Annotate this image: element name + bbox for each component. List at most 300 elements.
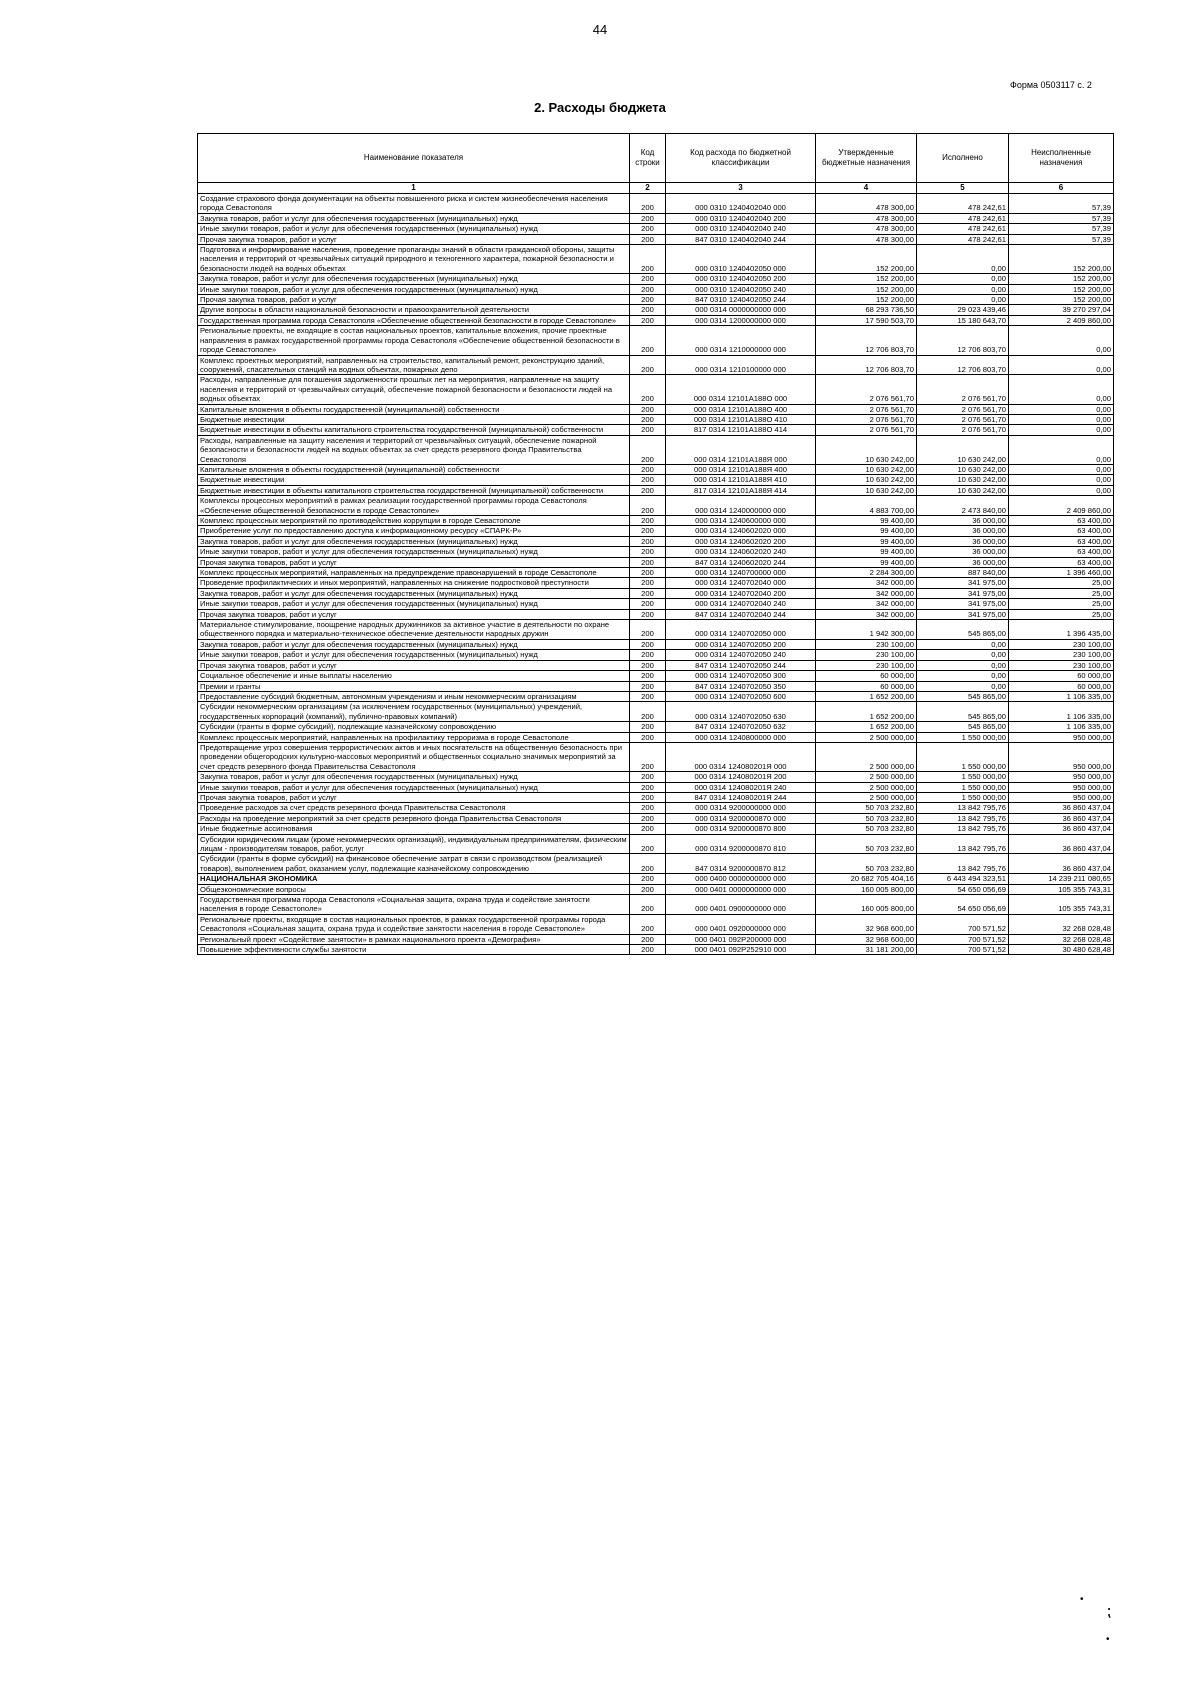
row-executed: 478 242,61	[917, 194, 1009, 214]
table-row	[198, 547, 1114, 557]
row-approved: 99 400,00	[816, 547, 917, 557]
row-name: Региональные проекты, входящие в состав национальных проектов, в рамках государственной программы города Севастополя «Социальная защита, охрана труда и содействие занятости населения в городе Севастополе»	[198, 914, 630, 934]
row-code: 200	[630, 568, 666, 578]
col-header-classification: Код расхода по бюджетной классификации	[666, 134, 816, 183]
row-name: Региональный проект «Содействие занятости» в рамках национального проекта «Демография»	[198, 934, 630, 944]
table-row	[198, 599, 1114, 609]
row-approved: 2 500 000,00	[816, 792, 917, 802]
row-code: 200	[630, 485, 666, 495]
row-unexecuted: 152 200,00	[1009, 295, 1114, 305]
row-executed: 10 630 242,00	[917, 435, 1009, 464]
col-number: 5	[917, 183, 1009, 194]
row-unexecuted: 0,00	[1009, 404, 1114, 414]
row-classification: 000 0314 12101А188О 410	[666, 414, 816, 424]
row-name: Комплекс процессных мероприятий, направленных на профилактику терроризма в городе Севастополе	[198, 732, 630, 742]
row-approved: 32 968 600,00	[816, 934, 917, 944]
table-row	[198, 803, 1114, 813]
row-code: 200	[630, 375, 666, 404]
row-classification: 000 0314 1240702050 600	[666, 691, 816, 701]
row-approved: 152 200,00	[816, 274, 917, 284]
table-row	[198, 526, 1114, 536]
row-classification: 000 0310 1240402050 200	[666, 274, 816, 284]
row-classification: 000 0314 12101А188О 000	[666, 375, 816, 404]
row-executed: 36 000,00	[917, 557, 1009, 567]
row-unexecuted: 60 000,00	[1009, 681, 1114, 691]
row-code: 200	[630, 772, 666, 782]
table-row	[198, 945, 1114, 955]
row-name: Субсидии юридическим лицам (кроме некоммерческих организаций), индивидуальным предпринимателям, физическим лицам - производителям товаров, работ, услуг	[198, 834, 630, 854]
table-row	[198, 295, 1114, 305]
table-row	[198, 194, 1114, 214]
table-row	[198, 475, 1114, 485]
row-approved: 31 181 200,00	[816, 945, 917, 955]
row-name: Повышение эффективности службы занятости	[198, 945, 630, 955]
row-name: Закупка товаров, работ и услуг для обеспечения государственных (муниципальных) нужд	[198, 536, 630, 546]
row-code: 200	[630, 854, 666, 874]
row-approved: 68 293 736,50	[816, 305, 917, 315]
row-executed: 54 650 056,69	[917, 895, 1009, 915]
col-header-executed: Исполнено	[917, 134, 1009, 183]
table-row	[198, 934, 1114, 944]
row-classification: 000 0314 124080201Я 200	[666, 772, 816, 782]
row-approved: 99 400,00	[816, 557, 917, 567]
row-approved: 99 400,00	[816, 526, 917, 536]
row-code: 200	[630, 355, 666, 375]
row-executed: 700 571,52	[917, 914, 1009, 934]
row-unexecuted: 0,00	[1009, 475, 1114, 485]
row-name: Субсидии (гранты в форме субсидий) на финансовое обеспечение затрат в связи с производством (реализацией товаров), выполнением работ, оказанием услуг, подлежащие казначейскому сопровождению	[198, 854, 630, 874]
page-title: 2. Расходы бюджета	[534, 100, 666, 115]
row-code: 200	[630, 536, 666, 546]
row-code: 200	[630, 326, 666, 355]
row-unexecuted: 950 000,00	[1009, 742, 1114, 771]
row-code: 200	[630, 620, 666, 640]
table-row	[198, 557, 1114, 567]
row-name: Комплексы процессных мероприятий в рамках реализации государственной программы города Севастополя «Обеспечение общественной безопасности в городе Севастополе»	[198, 496, 630, 516]
row-code: 200	[630, 660, 666, 670]
table-row	[198, 874, 1114, 884]
row-executed: 700 571,52	[917, 934, 1009, 944]
row-code: 200	[630, 547, 666, 557]
row-classification: 817 0314 12101А188О 414	[666, 425, 816, 435]
row-unexecuted: 63 400,00	[1009, 526, 1114, 536]
row-name: Иные закупки товаров, работ и услуг для обеспечения государственных (муниципальных) нужд	[198, 650, 630, 660]
row-code: 200	[630, 588, 666, 598]
row-approved: 10 630 242,00	[816, 435, 917, 464]
row-code: 200	[630, 234, 666, 244]
row-executed: 13 842 795,76	[917, 834, 1009, 854]
row-approved: 10 630 242,00	[816, 485, 917, 495]
row-classification: 000 0314 1240602020 240	[666, 547, 816, 557]
row-code: 200	[630, 315, 666, 325]
table-row	[198, 671, 1114, 681]
row-name: Иные закупки товаров, работ и услуг для обеспечения государственных (муниципальных) нужд	[198, 284, 630, 294]
row-approved: 32 968 600,00	[816, 914, 917, 934]
table-row	[198, 681, 1114, 691]
row-unexecuted: 950 000,00	[1009, 782, 1114, 792]
scan-dot-mark: •	[1080, 1594, 1084, 1605]
table-row	[198, 224, 1114, 234]
row-code: 200	[630, 274, 666, 284]
row-classification: 847 0314 124080201Я 244	[666, 792, 816, 802]
row-executed: 0,00	[917, 650, 1009, 660]
row-executed: 2 076 561,70	[917, 375, 1009, 404]
row-classification: 000 0314 12101А188Я 400	[666, 464, 816, 474]
table-row	[198, 609, 1114, 619]
scan-dot-mark: •	[1106, 1634, 1110, 1645]
row-classification: 000 0314 1210100000 000	[666, 355, 816, 375]
row-name: Приобретение услуг по предоставлению доступа к информационному ресурсу «СПАРК-Р»	[198, 526, 630, 536]
row-approved: 230 100,00	[816, 639, 917, 649]
col-header-unexecuted: Неисполненные назначения	[1009, 134, 1114, 183]
row-approved: 342 000,00	[816, 578, 917, 588]
table-row	[198, 536, 1114, 546]
row-code: 200	[630, 557, 666, 567]
row-classification: 000 0310 1240402050 000	[666, 245, 816, 274]
row-code: 200	[630, 834, 666, 854]
row-executed: 545 865,00	[917, 702, 1009, 722]
row-executed: 36 000,00	[917, 547, 1009, 557]
row-approved: 20 682 705 404,16	[816, 874, 917, 884]
row-approved: 2 076 561,70	[816, 414, 917, 424]
row-approved: 2 284 300,00	[816, 568, 917, 578]
row-unexecuted: 36 860 437,04	[1009, 834, 1114, 854]
table-row	[198, 485, 1114, 495]
row-executed: 0,00	[917, 639, 1009, 649]
row-approved: 160 005 800,00	[816, 884, 917, 894]
row-classification: 000 0314 1210000000 000	[666, 326, 816, 355]
row-code: 200	[630, 414, 666, 424]
row-name: Бюджетные инвестиции в объекты капитального строительства государственной (муниципальной) собственности	[198, 485, 630, 495]
row-unexecuted: 0,00	[1009, 414, 1114, 424]
table-row	[198, 834, 1114, 854]
row-classification: 000 0314 1240800000 000	[666, 732, 816, 742]
row-name: Предоставление субсидий бюджетным, автономным учреждениям и иным некоммерческим организациям	[198, 691, 630, 701]
row-name: Прочая закупка товаров, работ и услуг	[198, 660, 630, 670]
table-row	[198, 620, 1114, 640]
row-unexecuted: 1 106 335,00	[1009, 722, 1114, 732]
row-executed: 341 975,00	[917, 609, 1009, 619]
table-row	[198, 742, 1114, 771]
row-unexecuted: 14 239 211 080,65	[1009, 874, 1114, 884]
table-row	[198, 782, 1114, 792]
row-unexecuted: 950 000,00	[1009, 792, 1114, 802]
row-classification: 000 0401 0900000000 000	[666, 895, 816, 915]
row-name: Государственная программа города Севастополя «Обеспечение общественной безопасности в городе Севастополе»	[198, 315, 630, 325]
row-classification: 000 0400 0000000000 000	[666, 874, 816, 884]
row-name: Проведение профилактических и иных мероприятий, направленных на снижение подростковой преступности	[198, 578, 630, 588]
row-name: Иные закупки товаров, работ и услуг для обеспечения государственных (муниципальных) нужд	[198, 547, 630, 557]
table-row	[198, 315, 1114, 325]
row-code: 200	[630, 782, 666, 792]
table-row	[198, 639, 1114, 649]
row-approved: 10 630 242,00	[816, 464, 917, 474]
row-name: Закупка товаров, работ и услуг для обеспечения государственных (муниципальных) нужд	[198, 588, 630, 598]
table-body	[198, 194, 1114, 955]
row-executed: 10 630 242,00	[917, 464, 1009, 474]
row-approved: 342 000,00	[816, 599, 917, 609]
row-classification: 847 0314 9200000870 812	[666, 854, 816, 874]
row-approved: 60 000,00	[816, 671, 917, 681]
page-number: 44	[592, 22, 608, 37]
row-classification: 000 0310 1240402040 200	[666, 213, 816, 223]
row-classification: 000 0314 9200000870 800	[666, 824, 816, 834]
row-code: 200	[630, 284, 666, 294]
row-unexecuted: 2 409 860,00	[1009, 315, 1114, 325]
row-name: Капитальные вложения в объекты государственной (муниципальной) собственности	[198, 464, 630, 474]
row-classification: 000 0314 1240702050 200	[666, 639, 816, 649]
scan-mark: ⁏	[1106, 1603, 1112, 1620]
row-name: Комплекс процессных мероприятий, направленных на предупреждение правонарушений в городе Севастополе	[198, 568, 630, 578]
row-unexecuted: 57,39	[1009, 213, 1114, 223]
row-approved: 12 706 803,70	[816, 355, 917, 375]
row-approved: 342 000,00	[816, 609, 917, 619]
table-row	[198, 284, 1114, 294]
row-unexecuted: 0,00	[1009, 355, 1114, 375]
row-classification: 817 0314 12101А188Я 414	[666, 485, 816, 495]
row-classification: 000 0314 1240702050 000	[666, 620, 816, 640]
row-code: 200	[630, 792, 666, 802]
row-classification: 000 0314 1240000000 000	[666, 496, 816, 516]
row-code: 200	[630, 516, 666, 526]
row-code: 200	[630, 599, 666, 609]
row-executed: 36 000,00	[917, 536, 1009, 546]
row-classification: 000 0401 092Р200000 000	[666, 934, 816, 944]
row-classification: 000 0314 124080201Я 240	[666, 782, 816, 792]
row-approved: 478 300,00	[816, 234, 917, 244]
row-classification: 847 0314 1240702050 632	[666, 722, 816, 732]
row-executed: 0,00	[917, 284, 1009, 294]
table-row	[198, 234, 1114, 244]
row-code: 200	[630, 895, 666, 915]
row-approved: 60 000,00	[816, 681, 917, 691]
row-code: 200	[630, 578, 666, 588]
row-unexecuted: 0,00	[1009, 435, 1114, 464]
row-approved: 2 500 000,00	[816, 732, 917, 742]
row-executed: 13 842 795,76	[917, 803, 1009, 813]
row-name: Премии и гранты	[198, 681, 630, 691]
row-classification: 000 0314 1200000000 000	[666, 315, 816, 325]
row-classification: 000 0314 1240702050 300	[666, 671, 816, 681]
row-code: 200	[630, 874, 666, 884]
row-approved: 2 076 561,70	[816, 425, 917, 435]
row-unexecuted: 1 106 335,00	[1009, 691, 1114, 701]
row-unexecuted: 36 860 437,04	[1009, 824, 1114, 834]
row-code: 200	[630, 722, 666, 732]
row-name: Закупка товаров, работ и услуг для обеспечения государственных (муниципальных) нужд	[198, 639, 630, 649]
row-classification: 000 0314 1240602020 200	[666, 536, 816, 546]
row-unexecuted: 0,00	[1009, 425, 1114, 435]
row-executed: 478 242,61	[917, 213, 1009, 223]
row-unexecuted: 152 200,00	[1009, 245, 1114, 274]
row-approved: 230 100,00	[816, 650, 917, 660]
row-code: 200	[630, 945, 666, 955]
table-row	[198, 884, 1114, 894]
row-approved: 2 500 000,00	[816, 782, 917, 792]
row-name: Подготовка и информирование населения, проведение пропаганды знаний в области гражданской обороны, защиты населения и территорий от чрезвычайных ситуаций природного и техногенного характера, пожарной безопасности и безопасности людей на водных объектах	[198, 245, 630, 274]
expenses-table	[197, 133, 1114, 955]
col-number: 6	[1009, 183, 1114, 194]
row-name: Предотвращение угроз совершения террористических актов и иных посягательств на общественную безопасность при проведении общегородских культурно-массовых мероприятий и общественных социально значимых мероприятий за счет средств резервного фонда Правительства Севастополя	[198, 742, 630, 771]
table-row	[198, 732, 1114, 742]
row-unexecuted: 152 200,00	[1009, 284, 1114, 294]
row-approved: 1 652 200,00	[816, 702, 917, 722]
row-classification: 000 0314 1240700000 000	[666, 568, 816, 578]
row-approved: 17 590 503,70	[816, 315, 917, 325]
table-row	[198, 660, 1114, 670]
row-unexecuted: 1 106 335,00	[1009, 702, 1114, 722]
table-header	[198, 134, 1114, 194]
row-name: Иные закупки товаров, работ и услуг для обеспечения государственных (муниципальных) нужд	[198, 782, 630, 792]
row-unexecuted: 1 396 460,00	[1009, 568, 1114, 578]
row-name: Субсидии некоммерческим организациям (за исключением государственных (муниципальных) учреждений, государственных корпораций (компаний), публично-правовых компаний)	[198, 702, 630, 722]
row-approved: 99 400,00	[816, 516, 917, 526]
table-row	[198, 355, 1114, 375]
row-executed: 36 000,00	[917, 516, 1009, 526]
row-executed: 341 975,00	[917, 588, 1009, 598]
row-unexecuted: 57,39	[1009, 224, 1114, 234]
row-executed: 15 180 643,70	[917, 315, 1009, 325]
row-code: 200	[630, 526, 666, 536]
row-code: 200	[630, 691, 666, 701]
row-name: Создание страхового фонда документации на объекты повышенного риска и систем жизнеобеспечения населения города Севастополя	[198, 194, 630, 214]
row-name: Прочая закупка товаров, работ и услуг	[198, 557, 630, 567]
row-classification: 000 0314 1240702050 240	[666, 650, 816, 660]
row-executed: 0,00	[917, 660, 1009, 670]
row-classification: 000 0314 9200000000 000	[666, 803, 816, 813]
row-classification: 000 0310 1240402050 240	[666, 284, 816, 294]
row-executed: 29 023 439,46	[917, 305, 1009, 315]
row-executed: 1 550 000,00	[917, 772, 1009, 782]
row-executed: 545 865,00	[917, 722, 1009, 732]
form-code: Форма 0503117 с. 2	[1010, 80, 1092, 90]
row-name: Прочая закупка товаров, работ и услуг	[198, 295, 630, 305]
row-unexecuted: 2 409 860,00	[1009, 496, 1114, 516]
row-unexecuted: 60 000,00	[1009, 671, 1114, 681]
row-approved: 50 703 232,80	[816, 803, 917, 813]
row-code: 200	[630, 609, 666, 619]
row-name: Прочая закупка товаров, работ и услуг	[198, 792, 630, 802]
table-row	[198, 274, 1114, 284]
table-row	[198, 650, 1114, 660]
row-executed: 2 473 840,00	[917, 496, 1009, 516]
row-classification: 847 0314 1240702050 244	[666, 660, 816, 670]
row-unexecuted: 25,00	[1009, 599, 1114, 609]
row-code: 200	[630, 914, 666, 934]
row-classification: 000 0314 1240702050 630	[666, 702, 816, 722]
row-unexecuted: 63 400,00	[1009, 557, 1114, 567]
row-classification: 000 0314 1240600000 000	[666, 516, 816, 526]
row-executed: 36 000,00	[917, 526, 1009, 536]
row-code: 200	[630, 681, 666, 691]
row-code: 200	[630, 813, 666, 823]
row-unexecuted: 0,00	[1009, 326, 1114, 355]
row-approved: 1 652 200,00	[816, 722, 917, 732]
row-classification: 000 0310 1240402040 240	[666, 224, 816, 234]
row-unexecuted: 32 268 028,48	[1009, 934, 1114, 944]
table-row	[198, 702, 1114, 722]
row-name: Прочая закупка товаров, работ и услуг	[198, 234, 630, 244]
row-classification: 000 0314 1240602020 000	[666, 526, 816, 536]
row-executed: 887 840,00	[917, 568, 1009, 578]
row-executed: 1 550 000,00	[917, 732, 1009, 742]
row-classification: 000 0314 12101А188Я 410	[666, 475, 816, 485]
row-approved: 50 703 232,80	[816, 813, 917, 823]
row-unexecuted: 105 355 743,31	[1009, 884, 1114, 894]
row-code: 200	[630, 732, 666, 742]
row-name: НАЦИОНАЛЬНАЯ ЭКОНОМИКА	[198, 874, 630, 884]
table-row	[198, 305, 1114, 315]
row-name: Расходы на проведение мероприятий за счет средств резервного фонда Правительства Севастополя	[198, 813, 630, 823]
row-classification: 000 0314 12101А188Я 000	[666, 435, 816, 464]
row-unexecuted: 0,00	[1009, 375, 1114, 404]
row-name: Закупка товаров, работ и услуг для обеспечения государственных (муниципальных) нужд	[198, 772, 630, 782]
table-row	[198, 213, 1114, 223]
row-unexecuted: 57,39	[1009, 194, 1114, 214]
row-approved: 50 703 232,80	[816, 854, 917, 874]
row-unexecuted: 152 200,00	[1009, 274, 1114, 284]
row-code: 200	[630, 295, 666, 305]
table-row	[198, 245, 1114, 274]
row-code: 200	[630, 435, 666, 464]
row-classification: 000 0401 092Р252910 000	[666, 945, 816, 955]
col-number: 1	[198, 183, 630, 194]
row-name: Закупка товаров, работ и услуг для обеспечения государственных (муниципальных) нужд	[198, 213, 630, 223]
row-approved: 230 100,00	[816, 660, 917, 670]
row-code: 200	[630, 824, 666, 834]
row-approved: 50 703 232,80	[816, 834, 917, 854]
row-unexecuted: 230 100,00	[1009, 660, 1114, 670]
row-approved: 2 076 561,70	[816, 404, 917, 414]
row-unexecuted: 57,39	[1009, 234, 1114, 244]
row-executed: 54 650 056,69	[917, 884, 1009, 894]
row-code: 200	[630, 425, 666, 435]
row-executed: 1 550 000,00	[917, 742, 1009, 771]
row-classification: 000 0314 9200000870 810	[666, 834, 816, 854]
row-approved: 478 300,00	[816, 194, 917, 214]
row-executed: 0,00	[917, 245, 1009, 274]
row-unexecuted: 36 860 437,04	[1009, 854, 1114, 874]
table-row	[198, 824, 1114, 834]
row-approved: 152 200,00	[816, 284, 917, 294]
row-approved: 2 076 561,70	[816, 375, 917, 404]
row-name: Прочая закупка товаров, работ и услуг	[198, 609, 630, 619]
row-unexecuted: 63 400,00	[1009, 547, 1114, 557]
row-name: Государственная программа города Севастополя «Социальная защита, охрана труда и содействие занятости населения в городе Севастополе»	[198, 895, 630, 915]
row-executed: 341 975,00	[917, 578, 1009, 588]
row-executed: 1 550 000,00	[917, 782, 1009, 792]
row-name: Социальное обеспечение и иные выплаты населению	[198, 671, 630, 681]
row-name: Материальное стимулирование, поощрение народных дружинников за активное участие в деятельности по охране общественного порядка и материально-техническое обеспечение деятельности народных дружин	[198, 620, 630, 640]
row-executed: 2 076 561,70	[917, 414, 1009, 424]
row-code: 200	[630, 245, 666, 274]
row-approved: 152 200,00	[816, 295, 917, 305]
row-code: 200	[630, 213, 666, 223]
row-classification: 847 0314 1240602020 244	[666, 557, 816, 567]
row-classification: 000 0314 9200000870 000	[666, 813, 816, 823]
col-number: 4	[816, 183, 917, 194]
row-classification: 000 0314 1240702040 000	[666, 578, 816, 588]
row-classification: 847 0314 1240702050 350	[666, 681, 816, 691]
row-approved: 99 400,00	[816, 536, 917, 546]
row-code: 200	[630, 464, 666, 474]
row-code: 200	[630, 305, 666, 315]
row-executed: 10 630 242,00	[917, 475, 1009, 485]
row-code: 200	[630, 742, 666, 771]
row-name: Расходы, направленные на защиту населения и территорий от чрезвычайных ситуаций, обеспечение пожарной безопасности и безопасности людей на водных объектах за счет средств резервного фонда Правительства Севастополя	[198, 435, 630, 464]
table-row	[198, 792, 1114, 802]
table-row	[198, 813, 1114, 823]
